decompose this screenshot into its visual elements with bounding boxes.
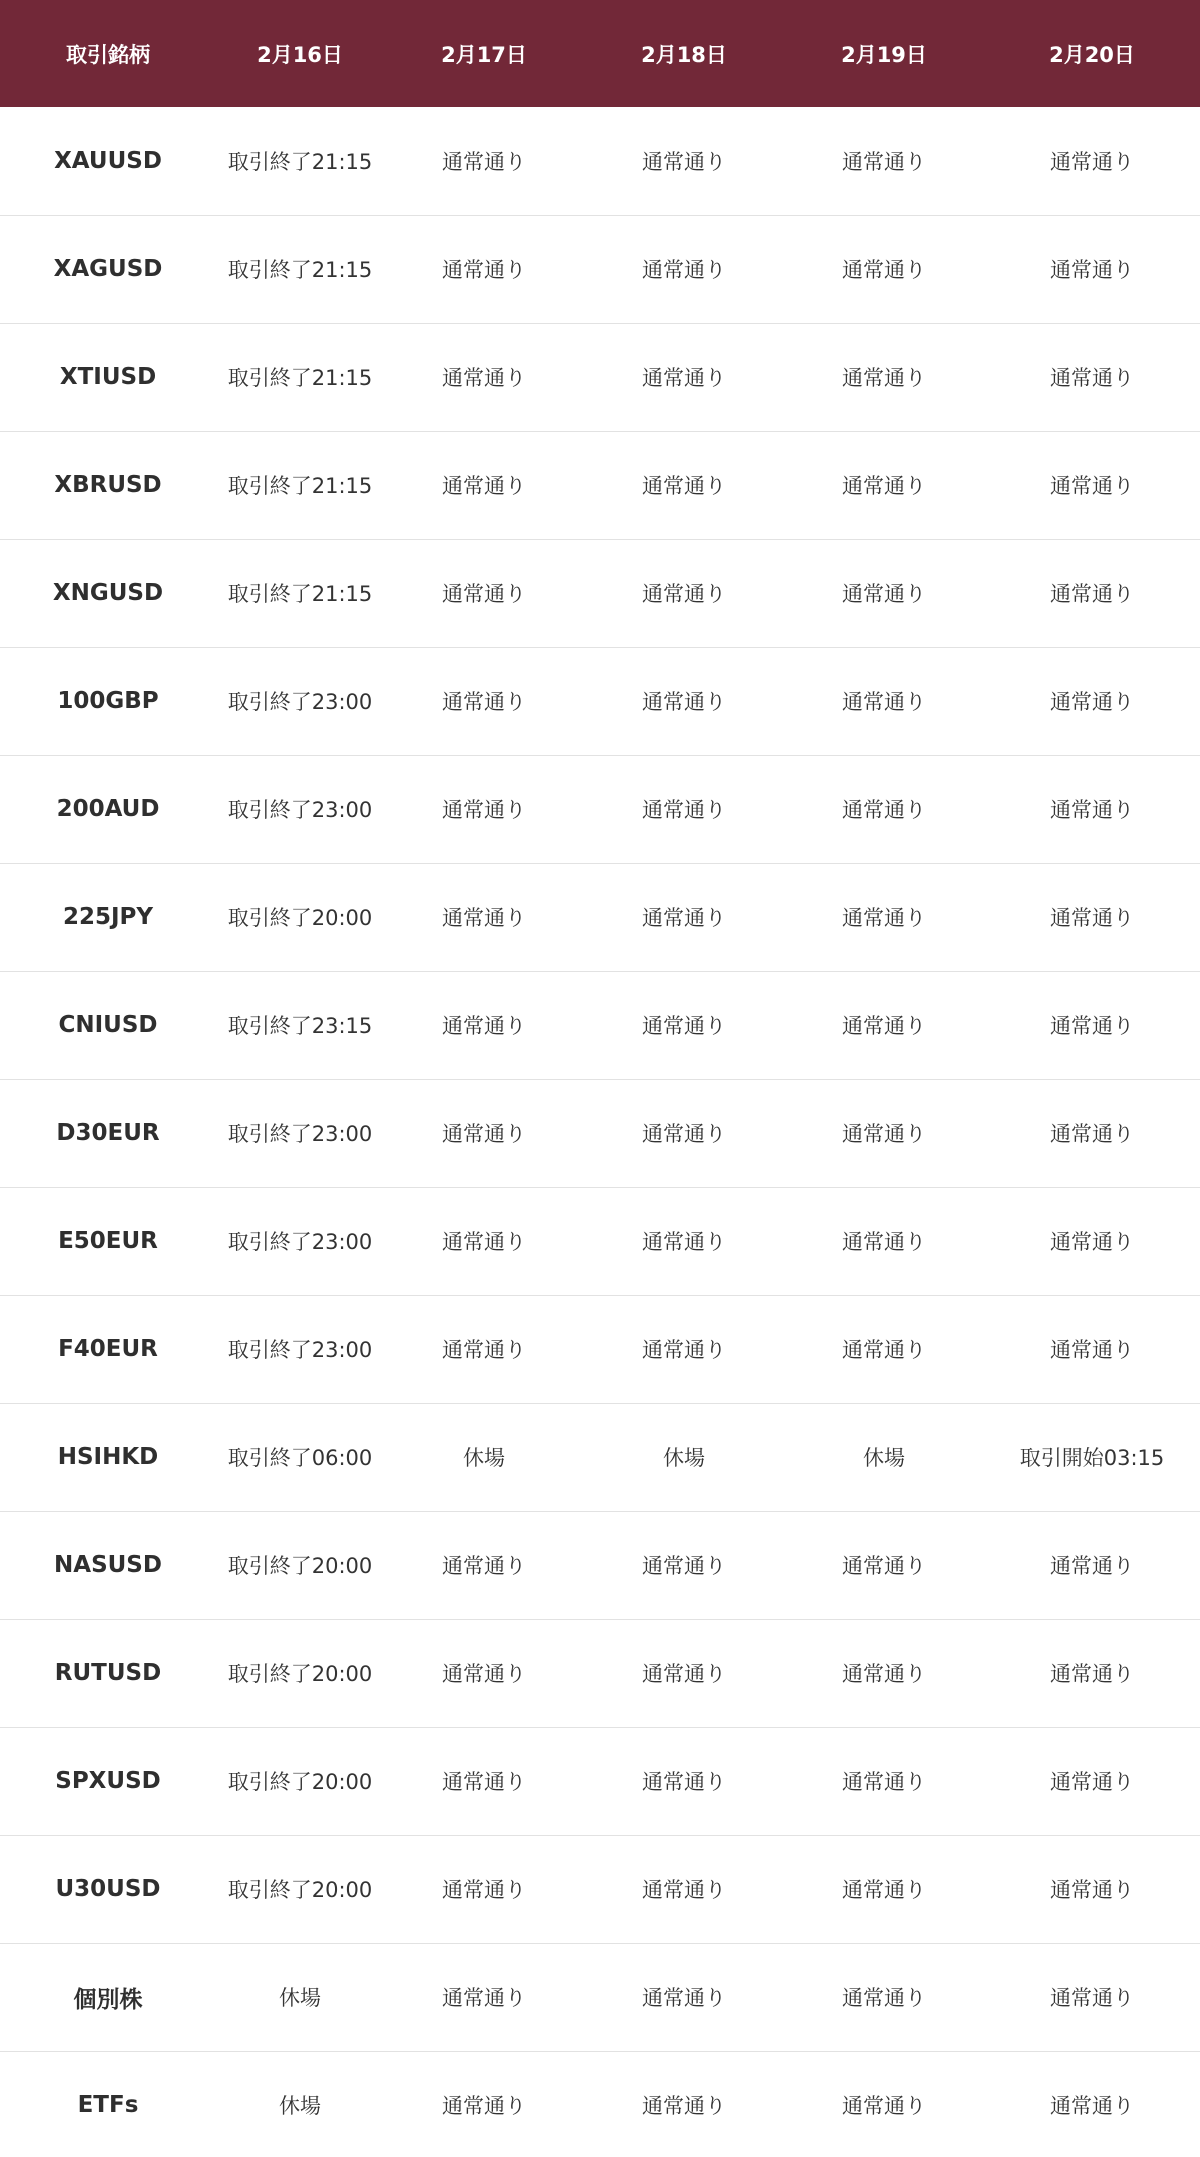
table-row: [0, 863, 1200, 971]
table-row: [0, 539, 1200, 647]
schedule-cell: 通常通り: [442, 690, 526, 714]
schedule-cell: 通常通り: [642, 1770, 726, 1794]
schedule-cell: 通常通り: [442, 258, 526, 282]
schedule-cell: 通常通り: [1050, 1770, 1134, 1794]
schedule-cell: 通常通り: [642, 1122, 726, 1146]
header-date-4: 2月19日: [841, 42, 927, 67]
table-body: [0, 107, 1200, 2157]
schedule-cell: 通常通り: [1050, 1878, 1134, 1902]
schedule-cell: 通常通り: [842, 798, 926, 822]
symbol-cell: 200AUD: [56, 796, 160, 822]
symbol-cell: 個別株: [73, 1986, 143, 2013]
table-row: [0, 1727, 1200, 1835]
table-row: [0, 1295, 1200, 1403]
table-row: [0, 215, 1200, 323]
symbol-cell: D30EUR: [56, 1120, 160, 1146]
schedule-cell: 通常通り: [642, 798, 726, 822]
schedule-cell: 通常通り: [1050, 906, 1134, 930]
schedule-cell: 通常通り: [442, 366, 526, 390]
header-symbol: 取引銘柄: [66, 42, 150, 67]
schedule-cell: 通常通り: [642, 1230, 726, 1254]
schedule-cell: 休場: [279, 1986, 321, 2010]
schedule-cell: 通常通り: [642, 1986, 726, 2010]
schedule-cell: 取引終了20:00: [227, 1770, 373, 1794]
symbol-cell: XBRUSD: [54, 472, 162, 498]
schedule-cell: 通常通り: [842, 1338, 926, 1362]
schedule-cell: 通常通り: [442, 906, 526, 930]
table-row: [0, 755, 1200, 863]
schedule-cell: 通常通り: [1050, 258, 1134, 282]
schedule-cell: 通常通り: [442, 1770, 526, 1794]
schedule-cell: 通常通り: [442, 1986, 526, 2010]
table-row: [0, 323, 1200, 431]
schedule-cell: 通常通り: [842, 1770, 926, 1794]
schedule-cell: 通常通り: [842, 258, 926, 282]
symbol-cell: 100GBP: [57, 688, 159, 714]
schedule-cell: 通常通り: [842, 690, 926, 714]
schedule-cell: 通常通り: [442, 2094, 526, 2119]
schedule-cell: 通常通り: [1050, 1662, 1134, 1686]
symbol-cell: XAUUSD: [54, 147, 162, 174]
schedule-cell: 通常通り: [642, 2094, 726, 2119]
schedule-cell: 通常通り: [642, 1554, 726, 1578]
symbol-cell: 225JPY: [62, 904, 154, 930]
schedule-cell: 通常通り: [842, 1122, 926, 1146]
schedule-cell: 通常通り: [1050, 474, 1134, 498]
schedule-cell: 通常通り: [842, 1986, 926, 2010]
schedule-cell: 通常通り: [1050, 1122, 1134, 1146]
symbol-cell: ETFs: [77, 2092, 139, 2119]
schedule-cell: 通常通り: [842, 1230, 926, 1254]
schedule-cell: 通常通り: [1050, 798, 1134, 822]
table-header: [0, 0, 1200, 107]
schedule-cell: 通常通り: [1050, 366, 1134, 390]
schedule-cell: 通常通り: [1050, 1986, 1134, 2010]
schedule-cell: 通常通り: [842, 582, 926, 606]
schedule-cell: 通常通り: [642, 258, 726, 282]
schedule-cell: 取引終了21:15: [227, 582, 373, 606]
schedule-cell: 通常通り: [1050, 2094, 1134, 2119]
symbol-cell: RUTUSD: [54, 1660, 162, 1686]
symbol-cell: NASUSD: [54, 1552, 162, 1578]
schedule-cell: 取引終了20:00: [227, 1662, 373, 1686]
symbol-cell: HSIHKD: [57, 1444, 159, 1470]
table-row: [0, 647, 1200, 755]
header-date-3: 2月18日: [641, 42, 727, 67]
schedule-cell: 通常通り: [642, 366, 726, 390]
symbol-cell: SPXUSD: [55, 1768, 161, 1794]
table-row: [0, 2051, 1200, 2157]
schedule-cell: 通常通り: [1050, 582, 1134, 606]
table-row: [0, 431, 1200, 539]
schedule-cell: 通常通り: [442, 1554, 526, 1578]
schedule-cell: 取引終了06:00: [227, 1446, 373, 1470]
schedule-cell: 通常通り: [842, 1554, 926, 1578]
schedule-cell: 通常通り: [642, 1014, 726, 1038]
schedule-cell: 通常通り: [842, 366, 926, 390]
symbol-cell: E50EUR: [58, 1228, 158, 1254]
schedule-cell: 取引終了21:15: [227, 149, 373, 174]
schedule-cell: 取引終了23:00: [227, 1122, 373, 1146]
table-row: [0, 1511, 1200, 1619]
table-row: [0, 1187, 1200, 1295]
schedule-cell: 通常通り: [442, 1122, 526, 1146]
schedule-cell: 取引終了20:00: [227, 1878, 373, 1902]
schedule-cell: 通常通り: [442, 1878, 526, 1902]
symbol-cell: XNGUSD: [52, 580, 164, 606]
schedule-cell: 取引終了20:00: [227, 1554, 373, 1578]
table-row: [0, 1943, 1200, 2051]
schedule-cell: 通常通り: [642, 474, 726, 498]
schedule-cell: 通常通り: [1050, 1338, 1134, 1362]
schedule-cell: 休場: [863, 1446, 905, 1470]
schedule-cell: 通常通り: [642, 690, 726, 714]
schedule-cell: 取引終了21:15: [227, 366, 373, 390]
schedule-cell: 通常通り: [442, 474, 526, 498]
table-row: [0, 1619, 1200, 1727]
schedule-cell: 通常通り: [442, 1662, 526, 1686]
symbol-cell: XTIUSD: [59, 364, 157, 390]
header-row: [0, 0, 1200, 107]
schedule-cell: 通常通り: [842, 1014, 926, 1038]
header-date-1: 2月16日: [257, 42, 343, 67]
schedule-cell: 通常通り: [1050, 149, 1134, 174]
schedule-cell: 通常通り: [642, 149, 726, 174]
schedule-cell: 休場: [663, 1446, 705, 1470]
schedule-cell: 通常通り: [642, 906, 726, 930]
symbol-cell: U30USD: [55, 1876, 161, 1902]
table-row: [0, 1079, 1200, 1187]
schedule-cell: 取引終了21:15: [227, 474, 373, 498]
symbol-cell: F40EUR: [58, 1336, 158, 1362]
schedule-cell: 取引終了23:00: [227, 1338, 373, 1362]
table-row: [0, 107, 1200, 215]
schedule-cell: 通常通り: [642, 1338, 726, 1362]
table-row: [0, 1403, 1200, 1511]
schedule-cell: 休場: [279, 2094, 321, 2119]
schedule-cell: 休場: [463, 1446, 505, 1470]
schedule-cell: 通常通り: [642, 1662, 726, 1686]
symbol-cell: CNIUSD: [58, 1012, 158, 1038]
schedule-cell: 通常通り: [442, 1338, 526, 1362]
schedule-cell: 通常通り: [842, 149, 926, 174]
symbol-cell: XAGUSD: [53, 256, 163, 282]
schedule-cell: 通常通り: [1050, 1014, 1134, 1038]
schedule-cell: 取引終了21:15: [227, 258, 373, 282]
schedule-cell: 通常通り: [642, 1878, 726, 1902]
schedule-cell: 通常通り: [442, 582, 526, 606]
schedule-cell: 通常通り: [1050, 1554, 1134, 1578]
schedule-cell: 通常通り: [442, 149, 526, 174]
schedule-cell: 取引開始03:15: [1019, 1446, 1165, 1470]
schedule-cell: 通常通り: [1050, 1230, 1134, 1254]
schedule-cell: 取引終了23:00: [227, 690, 373, 714]
schedule-cell: 通常通り: [442, 1014, 526, 1038]
schedule-cell: 通常通り: [842, 2094, 926, 2119]
schedule-cell: 取引終了23:00: [227, 798, 373, 822]
schedule-cell: 通常通り: [842, 1878, 926, 1902]
schedule-cell: 通常通り: [642, 582, 726, 606]
schedule-cell: 通常通り: [842, 1662, 926, 1686]
schedule-cell: 取引終了23:15: [227, 1014, 373, 1038]
schedule-cell: 通常通り: [842, 906, 926, 930]
schedule-cell: 通常通り: [1050, 690, 1134, 714]
table-row: [0, 1835, 1200, 1943]
schedule-cell: 取引終了23:00: [227, 1230, 373, 1254]
schedule-cell: 取引終了20:00: [227, 906, 373, 930]
schedule-cell: 通常通り: [442, 798, 526, 822]
header-date-2: 2月17日: [441, 42, 527, 67]
table-row: [0, 971, 1200, 1079]
schedule-cell: 通常通り: [842, 474, 926, 498]
header-date-5: 2月20日: [1049, 42, 1135, 67]
schedule-cell: 通常通り: [442, 1230, 526, 1254]
